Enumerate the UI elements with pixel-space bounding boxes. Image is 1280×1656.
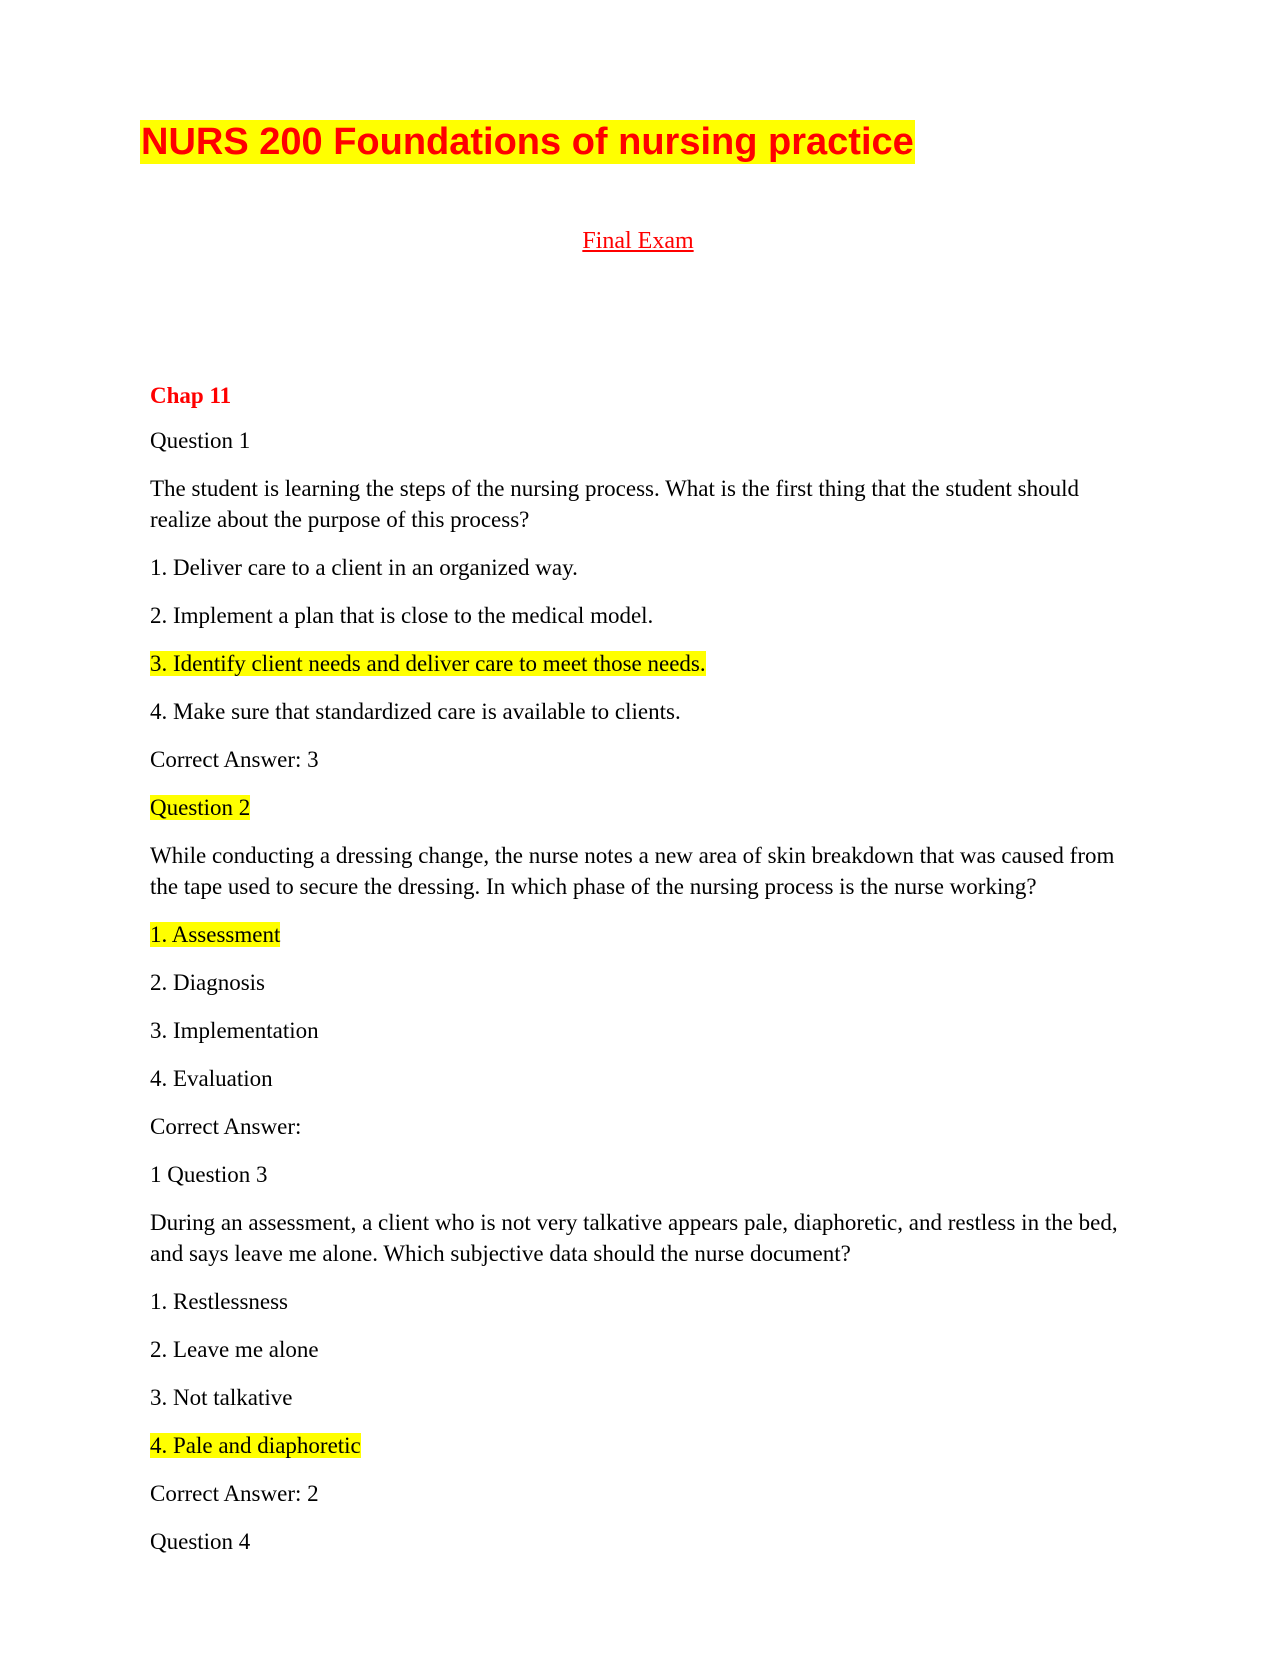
question-stem: The student is learning the steps of the nursing process. What is the first thing that the student should realize about the purpose of this process?: [150, 476, 1080, 532]
question-stem: While conducting a dressing change, the nurse notes a new area of skin breakdown that was caused from the tape used to secure the dressing. In which phase of the nursing process is the nurse working?: [150, 843, 1115, 899]
subtitle: [0, 226, 1276, 256]
answer-option: 1. Deliver care to a client in an organized way.: [150, 555, 578, 580]
document-body: [150, 380, 1130, 1574]
answer-option: 2. Diagnosis: [150, 970, 265, 995]
answer-option: 4. Make sure that standardized care is available to clients.: [150, 699, 681, 724]
answer-option-highlighted: 4. Pale and diaphoretic: [150, 1433, 361, 1458]
subtitle-text: Final Exam: [582, 228, 694, 254]
correct-answer: Correct Answer: 2: [150, 1481, 319, 1506]
correct-answer: Correct Answer:: [150, 1114, 302, 1139]
answer-option: 4. Evaluation: [150, 1066, 273, 1091]
correct-answer: Correct Answer: 3: [150, 747, 319, 772]
answer-option: 1. Restlessness: [150, 1289, 288, 1314]
question-label-highlighted: Question 2: [150, 795, 251, 820]
page-title: NURS 200 Foundations of nursing practice: [141, 121, 914, 163]
answer-option: 2. Implement a plan that is close to the medical model.: [150, 603, 654, 628]
question-label: Question 4: [150, 1529, 251, 1554]
question-stem: During an assessment, a client who is not very talkative appears pale, diaphoretic, and restless in the bed, and says leave me alone. Which subjective data should the nurse document?: [150, 1210, 1118, 1266]
answer-option: 2. Leave me alone: [150, 1337, 319, 1362]
answer-option-highlighted: 1. Assessment: [150, 922, 281, 947]
chapter-heading: Chap 11: [150, 383, 232, 408]
question-label: 1 Question 3: [150, 1162, 268, 1187]
answer-option: 3. Implementation: [150, 1018, 319, 1043]
answer-option-highlighted: 3. Identify client needs and deliver care to meet those needs.: [150, 651, 706, 676]
question-label: Question 1: [150, 428, 251, 453]
answer-option: 3. Not talkative: [150, 1385, 293, 1410]
